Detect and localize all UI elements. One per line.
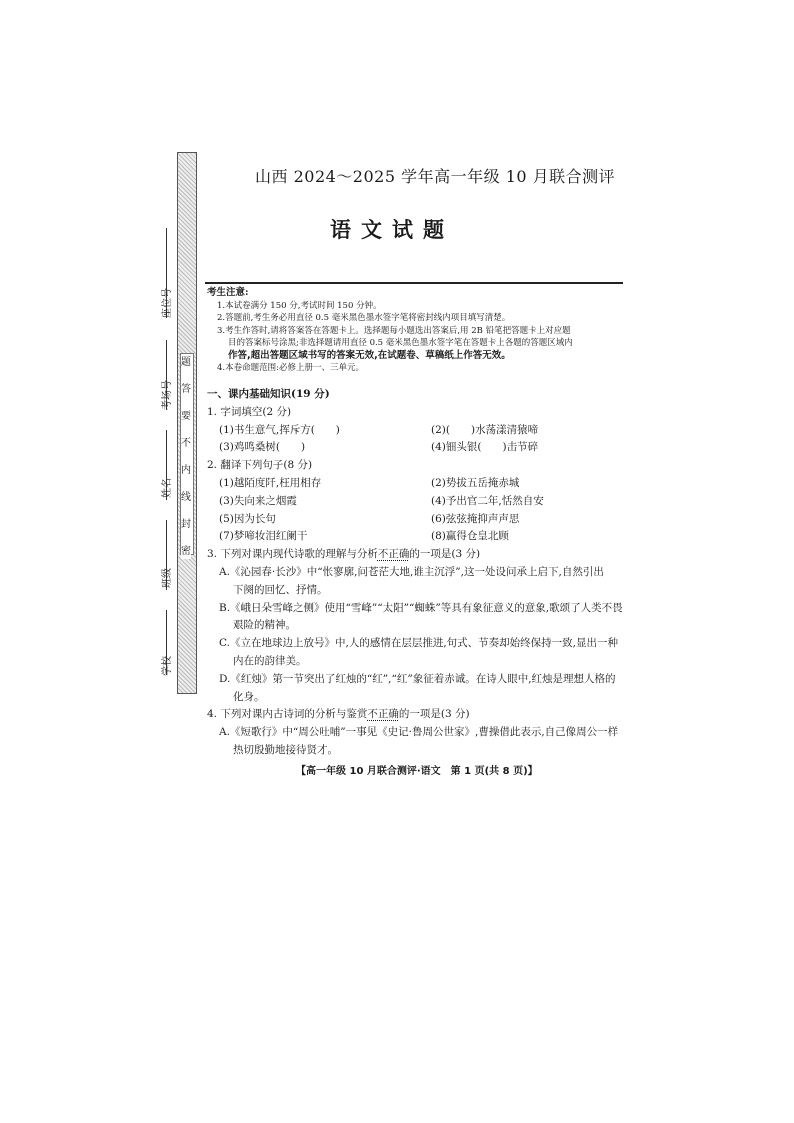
exam-title: 山西 2024～2025 学年高一年级 10 月联合测评 [255, 167, 616, 186]
q1-item: (2)( )水荡漾清猿啼 [431, 423, 539, 436]
q2-item: (8)赢得仓皇北顾 [431, 530, 509, 543]
q4-stem-emphasis: 不正确 [367, 708, 399, 721]
q3-option-c: C.《立在地球边上放号》中,人的感情在层层推进,句式、节奏却始终保持一致,显出一种 [219, 637, 619, 650]
q1-item: (3)鸡鸣桑树( ) [219, 441, 306, 454]
q3-stem [207, 546, 627, 564]
q3-option-b: B.《峨日朵雪峰之侧》使用“雪峰”“太阳”“蜘蛛”等具有象征意义的意象,歌颂了人类不畏 [219, 601, 623, 614]
notice-block [207, 287, 627, 375]
q3-option-c-cont: 内在的韵律美。 [233, 654, 307, 667]
label-name: 姓名 [162, 478, 173, 498]
seal-char: 密 [181, 546, 191, 557]
seal-chars [178, 356, 194, 559]
seal-char: 不 [181, 438, 191, 449]
seal-char: 线 [181, 492, 191, 503]
subject-title: 语文试题 [330, 217, 454, 242]
notice-heading: 考生注意: [207, 287, 249, 298]
q2-item: (4)予出官二年,恬然自安 [431, 494, 544, 507]
seal-char: 要 [181, 411, 191, 422]
q3-option-d: D.《红烛》第一节突出了红烛的“红”,“红”象征着赤诚。在诗人眼中,红烛是理想人格的 [219, 672, 616, 685]
q3-stem-post: 的一项是(3 分) [409, 548, 481, 561]
q1-row [207, 422, 627, 440]
q2-row [207, 475, 627, 493]
q4-stem [207, 706, 627, 724]
notice-item: 1.本试卷满分 150 分,考试时间 150 分钟。 [217, 300, 382, 311]
question-content [207, 386, 627, 760]
seal-char: 封 [181, 519, 191, 530]
page-footer: 【高一年级 10 月联合测评·语文 第 1 页(共 8 页)】 [296, 766, 538, 777]
q3-stem-emphasis: 不正确 [377, 548, 410, 561]
q2-item: (6)弦弦掩抑声声思 [431, 512, 520, 525]
q2-item: (5)因为长句 [219, 512, 276, 525]
q2-row [207, 528, 627, 546]
section-heading: 一、课内基础知识(19 分) [207, 388, 330, 400]
q2-row [207, 511, 627, 529]
q1-item: (4)钿头银( )击节碎 [431, 441, 539, 454]
q4-option-a: A.《短歌行》中“周公吐哺”一事见《史记·鲁周公世家》,曹操借此表示,自己像周公一样 [219, 726, 619, 739]
q3-option-a: A.《沁园春·长沙》中“怅寥廓,问苍茫大地,谁主沉浮”,这一处设问承上启下,自然引出 [219, 565, 604, 578]
q4-stem-pre: 4. 下列对课内古诗词的分析与鉴赏 [207, 708, 368, 721]
header-rule [205, 282, 623, 284]
q2-stem: 2. 翻译下列句子(8 分) [207, 459, 313, 472]
notice-item: 4.本卷命题范围:必修上册一、三单元。 [217, 363, 364, 373]
q1-stem: 1. 字词填空(2 分) [207, 405, 292, 418]
q3-option-d-cont: 化身。 [233, 690, 265, 703]
notice-item-cont: 目的答案标号涂黑;非选择题请用直径 0.5 毫米黑色墨水签字笔在答题卡上各题的答题区域内 [228, 338, 573, 348]
q4-stem-post: 的一项是(3 分) [398, 708, 470, 721]
q2-item: (3)失向来之烟霞 [219, 494, 297, 507]
seal-char: 内 [181, 465, 191, 476]
notice-item: 3.考生作答时,请将答案答在答题卡上。选择题每小题选出答案后,用 2B 铅笔把答题卡上对应题 [217, 325, 571, 336]
q1-row [207, 439, 627, 457]
label-school: 学校 [162, 656, 173, 676]
q4-option-a-cont: 热切殷勤地接待贤才。 [233, 743, 338, 756]
q2-item: (7)梦啼妆泪红阑干 [219, 530, 308, 543]
label-room: 考场号 [162, 380, 173, 410]
q3-stem-pre: 3. 下列对课内现代诗歌的理解与分析 [207, 548, 378, 561]
q1-item: (1)书生意气,挥斥方( ) [219, 423, 340, 436]
q3-option-b-cont: 艰险的精神。 [233, 619, 296, 632]
label-seat: 座位号 [162, 288, 173, 318]
q2-row [207, 493, 627, 511]
notice-item-cont-bold: 作答,超出答题区域书写的答案无效,在试题卷、草稿纸上作答无效。 [228, 349, 511, 361]
q2-item: (1)越陌度阡,枉用相存 [219, 476, 322, 489]
label-class: 班级 [162, 568, 173, 588]
seal-char: 题 [181, 357, 191, 368]
seal-char: 答 [181, 384, 191, 395]
q3-option-a-cont: 下阕的回忆、抒情。 [233, 583, 328, 596]
notice-item: 2.答题前,考生务必用直径 0.5 毫米黑色墨水签字笔将密封线内项目填写清楚。 [217, 313, 511, 323]
q2-item: (2)势拔五岳掩赤城 [431, 476, 520, 489]
